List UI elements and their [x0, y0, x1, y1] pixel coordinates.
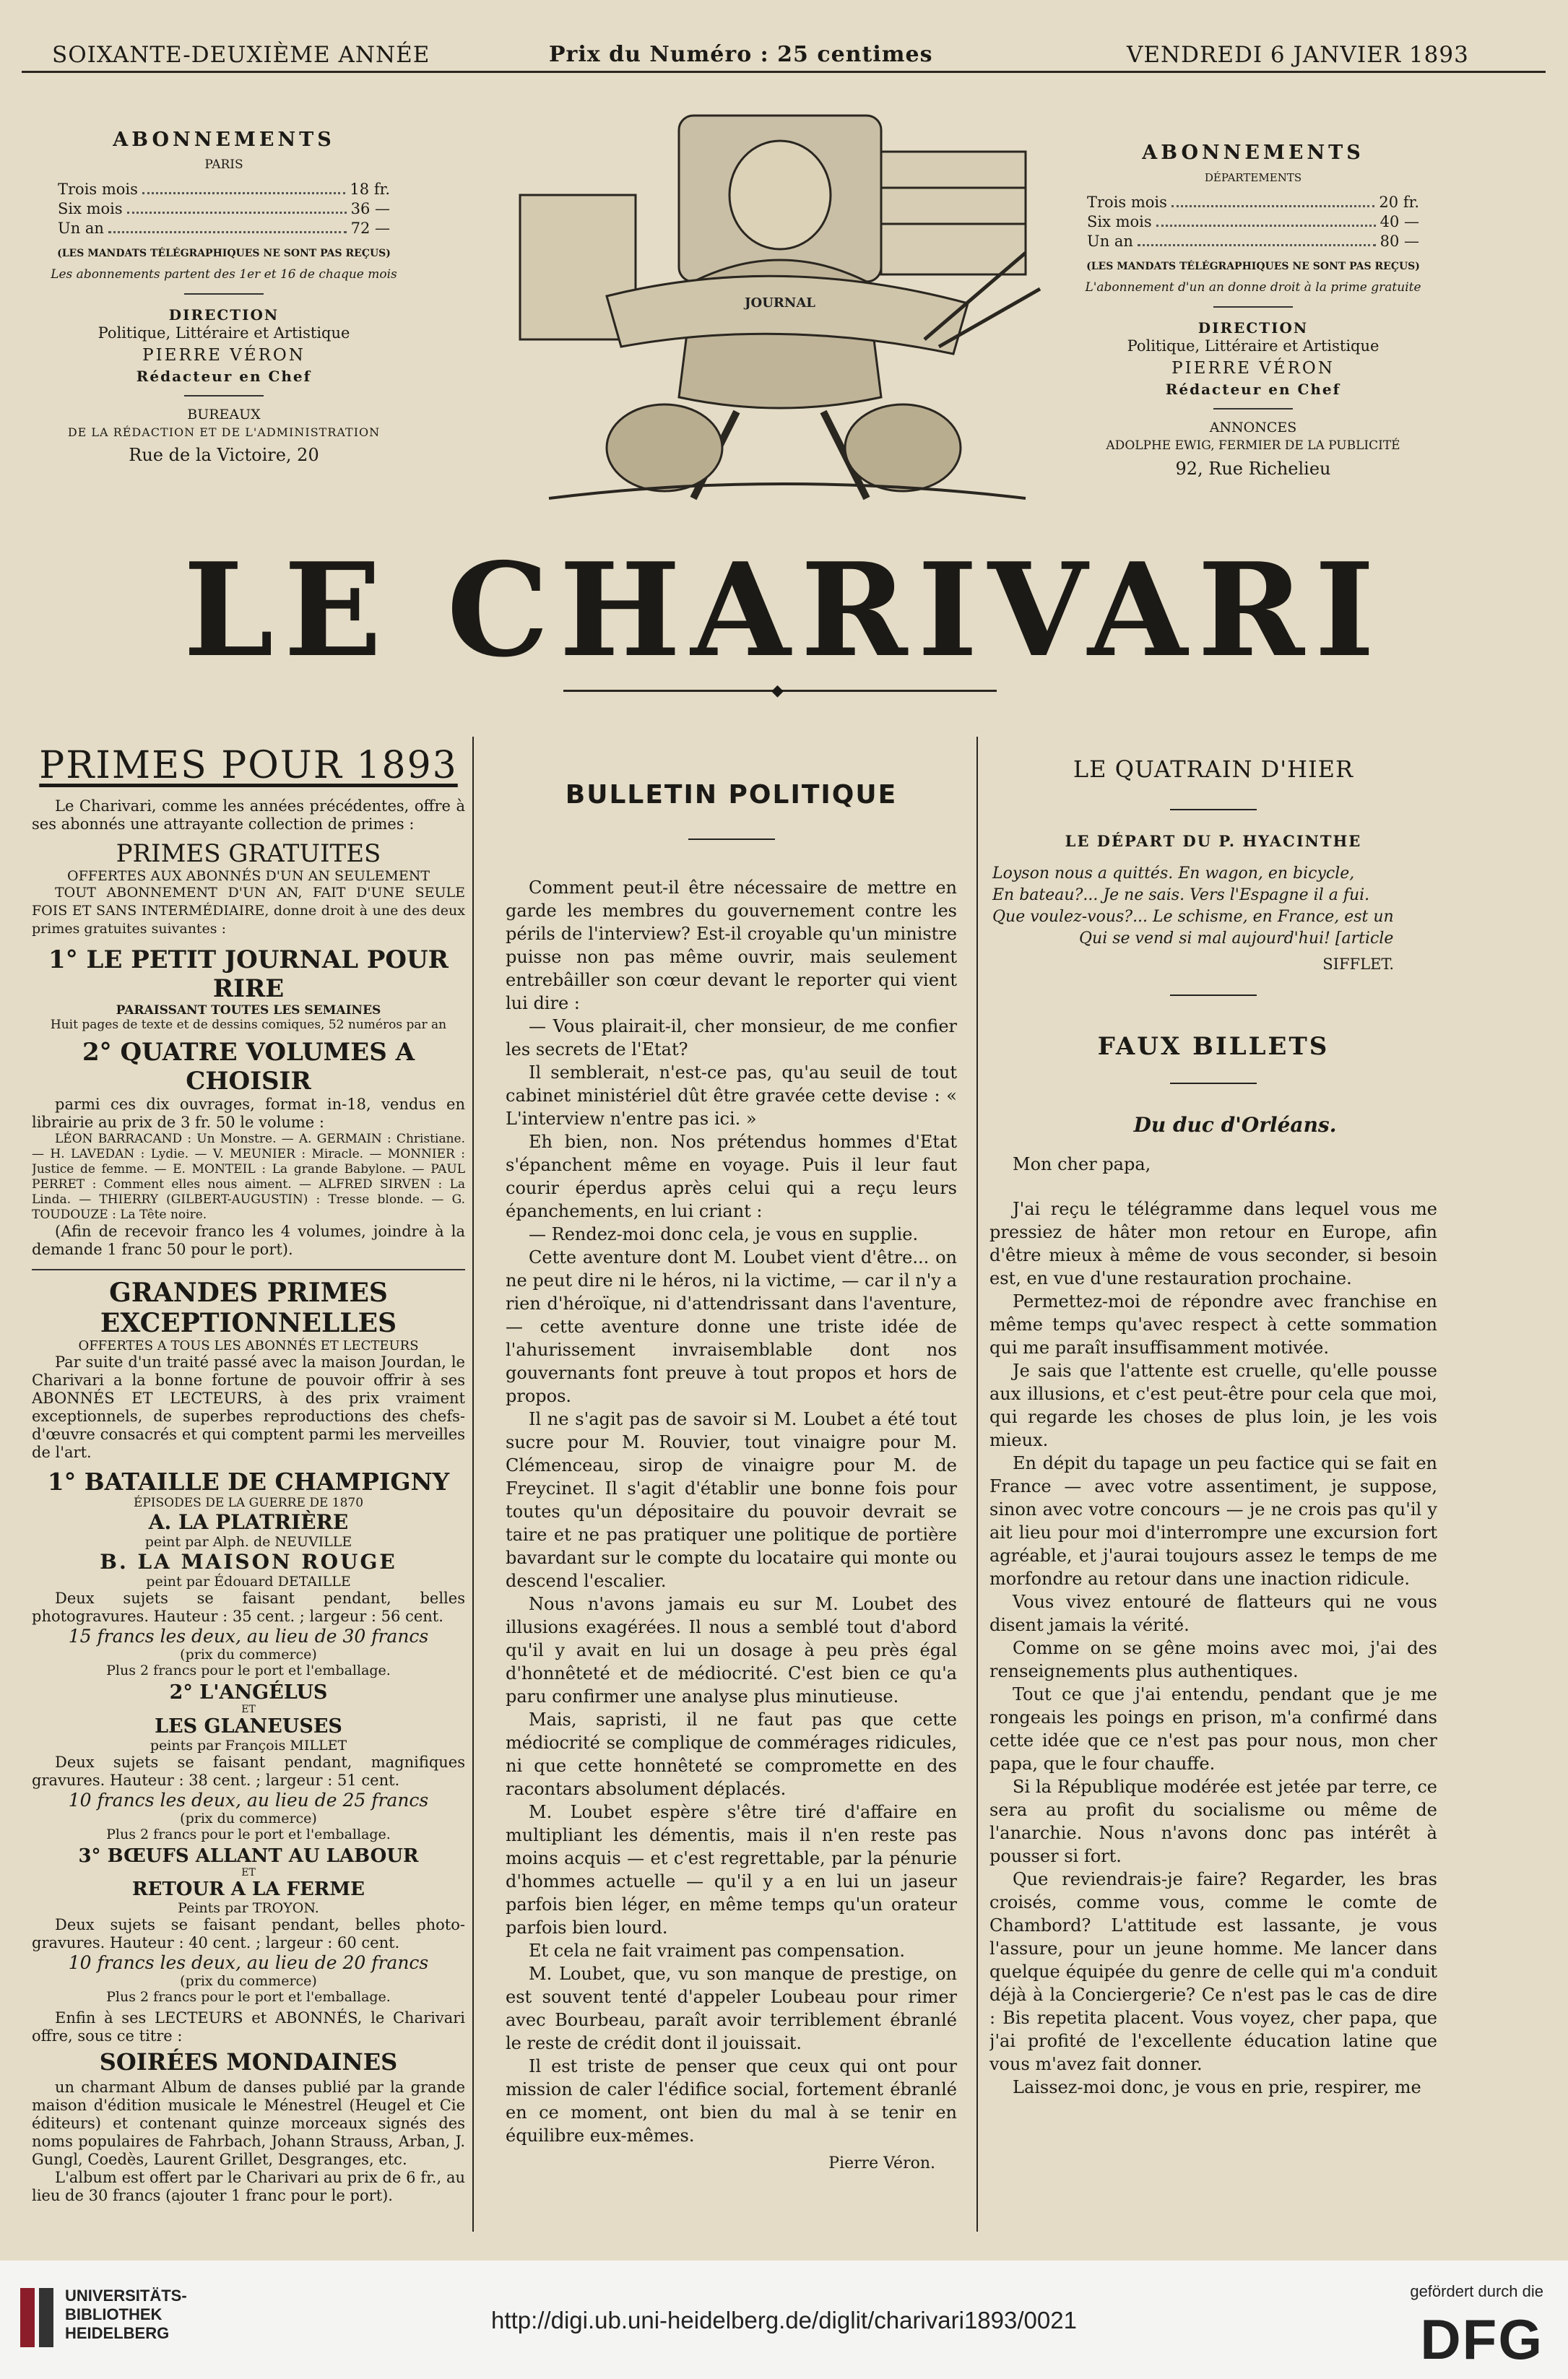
yearly-premium-note: L'abonnement d'un an donne droit à la prime gratuite: [1085, 280, 1421, 295]
bulletin-paragraph: Eh bien, non. Nos prétendus hommes d'Etat s'épanchent même en voyage. Puis il leur faut courir éperdus après celui qui a reçu leurs épanchements, en lui criant :: [506, 1132, 957, 1221]
poem-line: En bateau?... Je ne sais. Vers l'Espagne il a fui.: [992, 886, 1370, 904]
grande-prime-1a-painter: peint par Alph. de NEUVILLE: [144, 1534, 352, 1550]
year-label: SOIXANTE-DEUXIÈME ANNÉE: [52, 42, 430, 68]
director-name: PIERRE VÉRON: [142, 346, 306, 365]
illustration-caption: JOURNAL: [745, 295, 815, 311]
bulletin-paragraph: Nous n'avons jamais eu sur M. Loubet des illusions exagérées. Il nous a semblé tout d'abord qu'il y avait en lui un dosage à peu près égal d'honnêteté et de médiocrité. C'est bien ce qu'a paru confirmer une analyse plus minutieuse.: [506, 1594, 957, 1707]
grande-prime-1b: B. LA MAISON ROUGE: [100, 1550, 397, 1574]
letter-salutation: Mon cher papa,: [1013, 1154, 1151, 1174]
telegraph-note: (LES MANDATS TÉLÉGRAPHIQUES NE SONT PAS REÇUS): [1086, 261, 1420, 272]
grande-prime-2b-title: LES GLANEUSES: [155, 1715, 342, 1738]
subscriptions-subtitle: DÉPARTEMENTS: [1204, 171, 1302, 184]
grande-prime-1-text: Deux sujets se faisant pendant, belles photogravures. Hauteur : 35 cent. ; largeur : 56 cent.: [32, 1590, 465, 1625]
bulletin-paragraph: M. Loubet espère s'être tiré d'affaire en multipliant les démentis, mais il n'en reste pas moins acquis — et c'est regrettable, par la pénurie d'hommes actuelle — qu'il y a en lui un jaseur parfois bien léger, en même temps qu'un orateur parfois bien lourd.: [506, 1802, 957, 1938]
direction-title: DIRECTION: [168, 306, 280, 324]
subscriptions-departments: [1058, 142, 1448, 479]
grande-prime-3-title: 3° BŒUFS ALLANT AU LABOUR: [78, 1845, 419, 1867]
prime-1-text: Huit pages de texte et de dessins comiques, 52 numéros par an: [50, 1018, 447, 1032]
annonces-title: ANNONCES: [1209, 420, 1297, 436]
bulletin-title: BULLETIN POLITIQUE: [565, 780, 898, 810]
bureaux-address: Rue de la Victoire, 20: [129, 445, 319, 465]
grande-prime-3-price: 10 francs les deux, au lieu de 20 francs: [68, 1952, 429, 1973]
bulletin-paragraph: Il ne s'agit pas de savoir si M. Loubet a été tout sucre pour M. Rouvier, tout vinaigre pour M. Clémenceau, sirop de vinaigre pour M. de Freycinet. Il s'agit d'établir une bonne fois pour toutes qu'un dépositaire du pouvoir devrait se taire et ne pas pratiquer une politique de portière bavardant sur le compte du locataire qui monte ou descend l'escalier.: [506, 1409, 957, 1591]
primes-title: PRIMES POUR 1893: [39, 744, 458, 787]
price-row: Six mois 40 —: [1087, 213, 1419, 230]
album-title: SOIRÉES MONDAINES: [99, 2048, 398, 2076]
grande-prime-2-price: 10 francs les deux, au lieu de 25 francs: [68, 1790, 429, 1811]
prime-2-list: LÉON BARRACAND : Un Monstre. — A. GERMAIN : Christiane. — H. LAVEDAN : Lydie. — V. MEUNIER : Miracle. — MONNIER : Justice de femme. — E. MONTEIL : La grande Babylone. — PAUL PERRET : Comment elles nous aiment. — ALFRED SIRVEN : La Linda. — THIERRY (GILBERT-AUGUSTIN) : Tresse blonde. — G. TOUDOUZE : La Tête noire.: [32, 1132, 465, 1222]
direction-title: DIRECTION: [1197, 319, 1309, 337]
grande-prime-3b-title: RETOUR A LA FERME: [132, 1878, 365, 1900]
poem-line: Que voulez-vous?... Le schisme, en France, est un: [992, 908, 1394, 926]
subscriptions-paris: [29, 129, 419, 465]
grande-prime-1-subtitle: ÉPISODES DE LA GUERRE DE 1870: [133, 1496, 364, 1510]
bulletin-paragraph: Comment peut-il être nécessaire de mettre en garde les membres du gouvernement contre les périls de l'interview? Est-il croyable qu'un ministre puisse non pas même ouvrir, mais seulement entrebâiller son cœur devant le reporter qui vient lui dire :: [506, 878, 957, 1013]
letter-paragraph: Comme on se gêne moins avec moi, j'ai des renseignements plus authentiques.: [989, 1638, 1437, 1681]
price-row: Trois mois 18 fr.: [58, 181, 390, 198]
letter-paragraph: J'ai reçu le télégramme dans lequel vous me pressiez de hâter mon retour en Europe, afin d'être mieux à même de vous seconder, si besoin est, en vue d'une restauration prochaine.: [989, 1199, 1437, 1288]
grande-prime-1a: A. LA PLATRIÈRE: [148, 1510, 349, 1534]
letter-paragraph: En dépit du tapage un peu factice qui se fait en France — avec votre assentiment, je suppose, sinon avec votre concours — je ne crois pas qu'il y ait lieu pour moi d'interrompre une excursion fort agréable, et j'aurai toujours assez le temps de me morfondre au retour dans une inaction ridicule.: [989, 1453, 1437, 1589]
digitization-footer: [0, 2261, 1568, 2379]
prime-1-subtitle: PARAISSANT TOUTES LES SEMAINES: [116, 1003, 381, 1018]
grande-prime-3-price-note: (prix du commerce): [180, 1973, 317, 1989]
grande-prime-2-price-note: (prix du commerce): [180, 1811, 317, 1826]
primes-gratuites-text: TOUT ABONNEMENT D'UN AN, FAIT D'UNE SEULE FOIS ET SANS INTERMÉDIAIRE, donne droit à une des deux primes gratuites suivantes :: [32, 885, 465, 937]
quatrain-column: [989, 744, 1437, 2246]
masthead-title: LE CHARIVARI: [183, 534, 1385, 685]
quatrain-title: LE QUATRAIN D'HIER: [1073, 755, 1354, 783]
primes-gratuites-title: PRIMES GRATUITES: [116, 839, 381, 868]
source-url-link[interactable]: http://digi.ub.uni-heidelberg.de/diglit/charivari1893/0021: [491, 2307, 1077, 2334]
letter-paragraph: Laissez-moi donc, je vous en prie, respirer, me: [1013, 2077, 1421, 2097]
column-rule: [976, 737, 978, 2232]
bulletin-paragraph: — Vous plairait-il, cher monsieur, de me confier les secrets de l'Etat?: [506, 1016, 957, 1060]
top-rule: [22, 71, 1546, 73]
grandes-primes-subtitle: OFFERTES A TOUS LES ABONNÉS ET LECTEURS: [78, 1338, 419, 1353]
library-name-line: BIBLIOTHEK: [65, 2305, 163, 2323]
album-intro: Enfin à ses LECTEURS et ABONNÉS, le Charivari offre, sous ce titre :: [32, 2009, 465, 2045]
caricature-illustration: [477, 108, 1076, 520]
faux-billets-subtitle: Du duc d'Orléans.: [1133, 1113, 1337, 1137]
grande-prime-3-text: Deux sujets se faisant pendant, belles photo-gravures. Hauteur : 40 cent. ; largeur : 60 cent.: [32, 1916, 465, 1951]
director-role: Rédacteur en Chef: [1165, 381, 1341, 398]
letter-paragraph: Que reviendrais-je faire? Regarder, les bras croisés, comme vous, comme le comte de Chambord? L'attitude est lassante, je vous l'assure, pour un jeune homme. Me lancer dans quelque équipée du genre de celle qui m'a conduit déjà à la Conciergerie? Ce n'est pas le cas de dire : Bis repetita placent. Vous voyez, cher papa, que j'ai profité de l'excellente éducation latine que vous m'avez fait donner.: [989, 1869, 1437, 2074]
prime-2-title: 2° QUATRE VOLUMES A CHOISIR: [82, 1038, 415, 1096]
prime-1-title: 1° LE PETIT JOURNAL POUR RIRE: [48, 945, 449, 1003]
bulletin-paragraph: Mais, sapristi, il ne faut pas que cette médiocrité se complique de commérages ridicules, ni que cette honnêteté se compromette en des racontars absolument déplacés.: [506, 1710, 957, 1799]
grande-prime-1-title: 1° BATAILLE DE CHAMPIGNY: [47, 1468, 450, 1496]
prime-2-note: (Afin de recevoir franco les 4 volumes, joindre à la demande 1 franc 50 pour le port).: [32, 1223, 465, 1258]
funding-label: gefördert durch die: [1410, 2282, 1543, 2300]
director-role: Rédacteur en Chef: [136, 368, 312, 385]
primes-column: [32, 744, 465, 2246]
library-name-line: UNIVERSITÄTS-: [65, 2287, 187, 2305]
telegraph-note: (LES MANDATS TÉLÉGRAPHIQUES NE SONT PAS REÇUS): [57, 248, 391, 259]
letter-paragraph: Tout ce que j'ai entendu, pendant que je me rongeais les poings en prison, m'a confirmé dans cette idée que ce n'est pas pour nous, mon cher papa, que le four chauffe.: [989, 1684, 1437, 1774]
grandes-primes-title: GRANDES PRIMES EXCEPTIONNELLES: [32, 1269, 465, 1338]
album-price: L'album est offert par le Charivari au prix de 6 fr., au lieu de 30 francs (ajouter 1 franc pour le port).: [32, 2169, 465, 2204]
library-name-line: HEIDELBERG: [65, 2324, 170, 2342]
grande-prime-2-painter: peints par François MILLET: [150, 1738, 347, 1754]
grande-prime-1b-painter: peint par Édouard DETAILLE: [146, 1574, 351, 1590]
conjunction-label: ET: [241, 1704, 256, 1715]
bulletin-paragraph: Et cela ne fait vraiment pas compensation.: [529, 1941, 905, 1961]
album-text: un charmant Album de danses publié par la grande maison d'édition musicale le Ménestrel (Heugel et Cie éditeurs) et contenant quinze morceaux signés des noms populaires de Fahrbach, Johann Strauss, Arban, J. Gungl, Coedès, Laurent Grillet, Desgranges, etc.: [32, 2079, 465, 2168]
grande-prime-1-shipping: Plus 2 francs pour le port et l'emballage.: [106, 1663, 391, 1678]
primes-gratuites-subtitle: OFFERTES AUX ABONNÉS D'UN AN SEULEMENT: [67, 868, 430, 884]
grande-prime-3-shipping: Plus 2 francs pour le port et l'emballage.: [106, 1989, 391, 2005]
bulletin-paragraph: Cette aventure dont M. Loubet vient d'être... on ne peut dire ni le héros, ni la victime, — car il n'y a rien d'héroïque, ni d'attendrissant dans l'aventure, — cette aventure donne une triste idée de l'ahurissement invraisemblable dont nos gouvernants font preuve à tout propos et hors de propos.: [506, 1247, 957, 1406]
quatrain-subtitle: LE DÉPART DU P. HYACINTHE: [1065, 832, 1362, 850]
grande-prime-1-price: 15 francs les deux, au lieu de 30 francs: [68, 1626, 429, 1647]
bulletin-paragraph: — Rendez-moi donc cela, je vous en supplie.: [529, 1224, 919, 1244]
dfg-logo: DFG: [1420, 2308, 1543, 2371]
poem-line: Qui se vend si mal aujourd'hui! [article: [1079, 930, 1394, 948]
issue-price: Prix du Numéro : 25 centimes: [549, 42, 933, 67]
quatrain-poem: [989, 863, 1437, 950]
grandes-primes-text: Par suite d'un traité passé avec la maison Jourdan, le Charivari a la bonne fortune de pouvoir offrir à ses ABONNÉS ET LECTEURS, à des prix vraiment exceptionnels, de superbes reproductions des chefs-d'œuvre consacrés et qui comptent parmi les merveilles de l'art.: [32, 1353, 465, 1461]
price-row: Un an 80 —: [1087, 233, 1419, 250]
grande-prime-2-title: 2° L'ANGÉLUS: [169, 1681, 328, 1704]
masthead-illustration: [477, 108, 1076, 520]
direction-subtitle: Politique, Littéraire et Artistique: [98, 324, 350, 342]
price-row: Six mois 36 —: [58, 200, 390, 217]
bulletin-paragraph: M. Loubet, que, vu son manque de prestige, on est souvent tenté d'appeler Loubeau pour rimer avec Bourbeau, paraît avoir terriblement ébranlé le reste de crédit dont il jouissait.: [506, 1964, 957, 2053]
direction-subtitle: Politique, Littéraire et Artistique: [1127, 337, 1379, 355]
grande-prime-1-price-note: (prix du commerce): [180, 1647, 317, 1663]
director-name: PIERRE VÉRON: [1171, 359, 1335, 378]
subscriptions-title: ABONNEMENTS: [113, 129, 335, 151]
grande-prime-2-text: Deux sujets se faisant pendant, magnifiques gravures. Hauteur : 38 cent. ; largeur : 51 cent.: [32, 1754, 465, 1789]
bulletin-signature: Pierre Véron.: [828, 2154, 935, 2172]
faux-billets-title: FAUX BILLETS: [1097, 1032, 1330, 1061]
letter-paragraph: Je sais que l'attente est cruelle, qu'elle pousse aux illusions, et c'est peut-être pour cela que moi, qui regarde les choses de plus loin, je les vois mieux.: [989, 1361, 1437, 1450]
letter-paragraph: Vous vivez entouré de flatteurs qui ne vous disent jamais la vérité.: [989, 1592, 1437, 1635]
bureaux-title: BUREAUX: [187, 407, 261, 422]
poem-line: Loyson nous a quittés. En wagon, en bicycle,: [992, 864, 1355, 883]
price-row: Trois mois 20 fr.: [1087, 194, 1419, 211]
issue-date: VENDREDI 6 JANVIER 1893: [1127, 42, 1469, 68]
subscriptions-subtitle: PARIS: [204, 157, 243, 172]
grande-prime-2-shipping: Plus 2 francs pour le port et l'emballage.: [106, 1826, 391, 1842]
bulletin-paragraph: Il est triste de penser que ceux qui ont pour mission de caler l'édifice social, fortement ébranlé en ce moment, ont bien du mal à se tenir en équilibre eux-mêmes.: [506, 2056, 957, 2146]
primes-intro: Le Charivari, comme les années précédentes, offre à ses abonnés une attrayante collection de primes :: [32, 797, 465, 833]
quatrain-signature: SIFFLET.: [1322, 956, 1394, 973]
letter-paragraph: Si la République modérée est jetée par terre, ce sera au profit du socialisme ou même de l'anarchie. Nous n'avons donc pas intérêt à pousser si fort.: [989, 1777, 1437, 1866]
bulletin-column: [506, 744, 957, 2246]
price-row: Un an 72 —: [58, 220, 390, 237]
subscriptions-title: ABONNEMENTS: [1142, 142, 1364, 164]
letter-paragraph: Permettez-moi de répondre avec franchise en même temps qu'avec respect à cette sommation qui me paraît insuffisamment motivée.: [989, 1291, 1437, 1358]
annonces-address: 92, Rue Richelieu: [1175, 459, 1331, 479]
annonces-subtitle: ADOLPHE EWIG, FERMIER DE LA PUBLICITÉ: [1106, 438, 1400, 453]
subscription-start-note: Les abonnements partent des 1er et 16 de chaque mois: [51, 267, 397, 282]
column-rule: [472, 737, 474, 2232]
conjunction-label: ET: [241, 1867, 256, 1878]
bulletin-paragraph: Il semblerait, n'est-ce pas, qu'au seuil de tout cabinet ministériel dût être gravée cette devise : « L'interview n'entre pas ici. »: [506, 1062, 957, 1129]
prime-2-text: parmi ces dix ouvrages, format in-18, vendus en librairie au prix de 3 fr. 50 le volume :: [32, 1096, 465, 1131]
ornament-diamond-icon: ◆: [771, 682, 784, 700]
bureaux-subtitle: DE LA RÉDACTION ET DE L'ADMINISTRATION: [67, 425, 381, 439]
grande-prime-3-painter: Peints par TROYON.: [178, 1900, 319, 1916]
